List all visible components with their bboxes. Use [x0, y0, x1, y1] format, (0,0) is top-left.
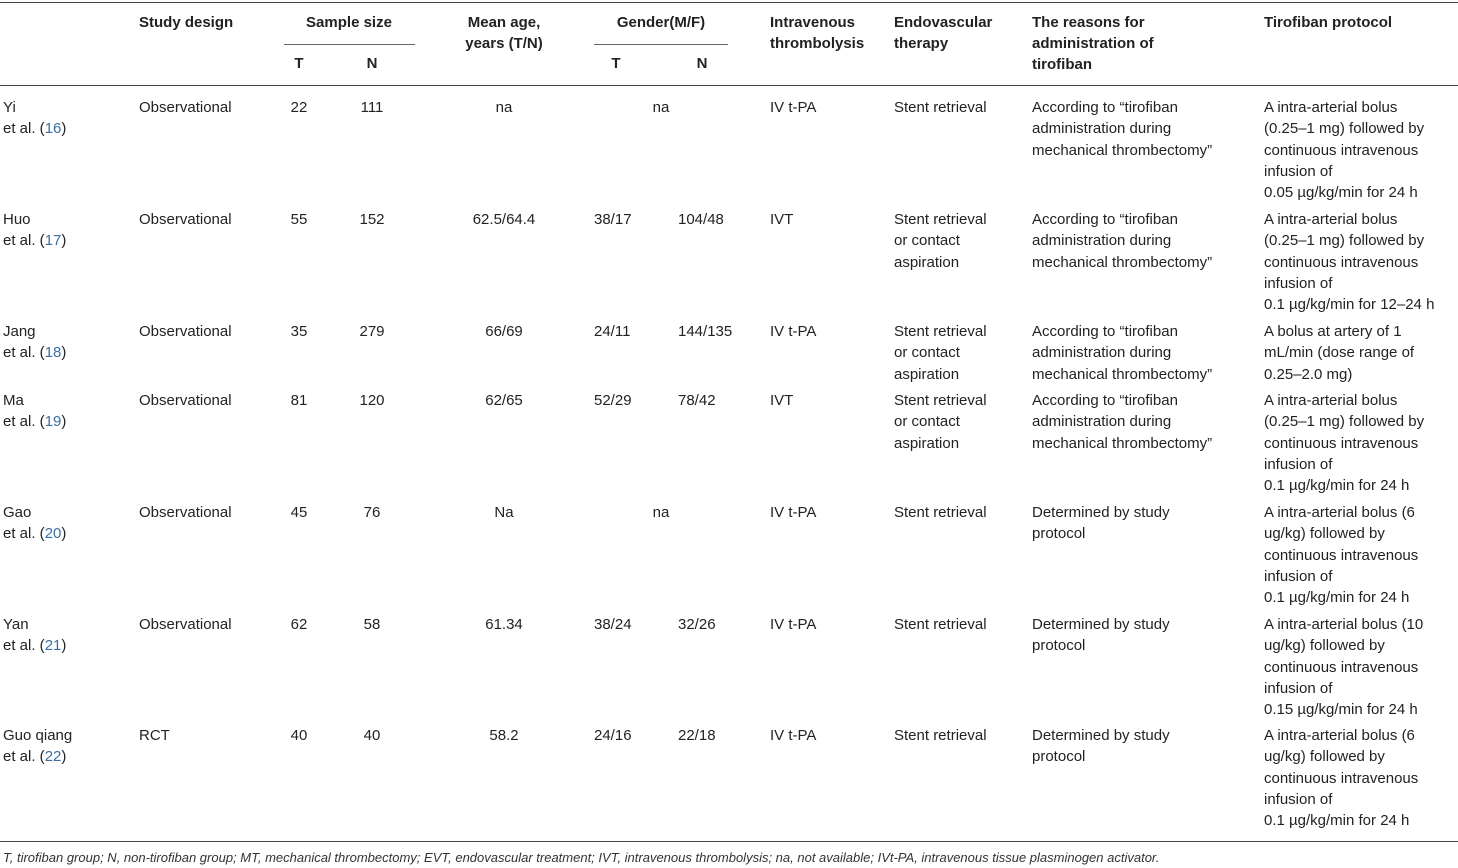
study-close-paren: ) [61, 120, 67, 137]
row-protocol-line: ug/kg) followed by [1264, 637, 1385, 654]
study-etal-text: et al. ( [3, 232, 45, 249]
row-study-design: Observational [139, 323, 232, 340]
row-protocol-line: A intra-arterial bolus [1264, 99, 1398, 116]
row-study-design: Observational [139, 99, 232, 116]
row-protocol-line: (0.25–1 mg) followed by [1264, 120, 1425, 137]
row-reasons-line: Determined by study [1032, 727, 1170, 744]
table-footnote: T, tirofiban group; N, non-tirofiban group; MT, mechanical thrombectomy; EVT, endovascular treatment; IVT, intravenous thrombolysis; na, not available; IVt-PA, intravenous tissue plasminogen activator. [3, 850, 1160, 865]
row-protocol-line: mL/min (dose range of [1264, 344, 1415, 361]
row-study-line2 [3, 230, 66, 251]
row-mean-age: na [495, 99, 513, 116]
row-mean-age: 66/69 [485, 323, 523, 340]
header-gender-n: N [696, 55, 708, 72]
row-mean-age: Na [494, 504, 514, 521]
row-gender-t: 24/16 [594, 727, 632, 744]
row-protocol-line: continuous intravenous [1264, 142, 1419, 159]
row-reasons-line: Determined by study [1032, 504, 1170, 521]
row-protocol-line: 0.1 µg/kg/min for 24 h [1264, 812, 1410, 829]
row-study-line2 [3, 635, 66, 656]
row-protocol-line: (0.25–1 mg) followed by [1264, 232, 1425, 249]
row-protocol-line: infusion of [1264, 791, 1333, 808]
row-reasons-line: Determined by study [1032, 616, 1170, 633]
row-protocol-line: continuous intravenous [1264, 254, 1419, 271]
header-ivt-line2: thrombolysis [770, 35, 865, 52]
row-sample-t: 81 [290, 392, 308, 409]
header-tirofiban-protocol: Tirofiban protocol [1264, 14, 1393, 31]
row-sample-n: 111 [360, 99, 384, 116]
row-study-line1: Huo [3, 211, 31, 228]
row-protocol-line: 0.15 µg/kg/min for 24 h [1264, 701, 1418, 718]
row-evt-line: or contact [894, 232, 960, 249]
row-protocol-line: ug/kg) followed by [1264, 525, 1385, 542]
study-close-paren: ) [61, 525, 67, 542]
row-reasons-line: protocol [1032, 637, 1086, 654]
reference-link[interactable]: 19 [44, 413, 62, 430]
row-study-line1: Ma [3, 392, 24, 409]
row-gender-n: 32/26 [678, 616, 716, 633]
row-evt-line: Stent retrieval [894, 504, 987, 521]
row-reasons-line: protocol [1032, 525, 1086, 542]
row-ivt: IV t-PA [770, 99, 817, 116]
row-sample-t: 62 [290, 616, 308, 633]
row-protocol-line: continuous intravenous [1264, 770, 1419, 787]
row-sample-n: 58 [363, 616, 381, 633]
row-reasons-line: protocol [1032, 748, 1086, 765]
header-evt-line2: therapy [894, 35, 949, 52]
row-sample-t: 22 [290, 99, 308, 116]
reference-link[interactable]: 21 [44, 637, 62, 654]
row-protocol-line: A intra-arterial bolus (6 [1264, 727, 1415, 744]
header-sample-size: Sample size [306, 14, 392, 31]
row-reasons-line: administration during [1032, 413, 1172, 430]
row-reasons-line: administration during [1032, 120, 1172, 137]
row-evt-line: aspiration [894, 435, 960, 452]
row-protocol-line: 0.1 µg/kg/min for 12–24 h [1264, 296, 1435, 313]
row-gender-merged: na [652, 99, 670, 116]
row-sample-t: 45 [290, 504, 308, 521]
row-reasons-line: mechanical thrombectomy” [1032, 366, 1213, 383]
row-study-line2 [3, 342, 66, 363]
gender-subrule [594, 44, 728, 45]
row-study-line1: Guo qiang [3, 727, 73, 744]
header-sample-t: T [294, 55, 304, 72]
row-protocol-line: A intra-arterial bolus (6 [1264, 504, 1415, 521]
row-reasons-line: According to “tirofiban [1032, 323, 1178, 340]
header-bottom-rule [0, 85, 1458, 86]
row-protocol-line: infusion of [1264, 163, 1333, 180]
header-reasons-line1: The reasons for [1032, 14, 1145, 31]
row-sample-n: 120 [359, 392, 385, 409]
row-protocol-line: (0.25–1 mg) followed by [1264, 413, 1425, 430]
row-protocol-line: A bolus at artery of 1 [1264, 323, 1402, 340]
table-top-rule [0, 2, 1458, 3]
row-study-line1: Yi [3, 99, 16, 116]
row-study-design: RCT [139, 727, 170, 744]
row-gender-t: 38/24 [594, 616, 632, 633]
row-reasons-line: administration during [1032, 344, 1172, 361]
row-protocol-line: 0.05 µg/kg/min for 24 h [1264, 184, 1418, 201]
row-protocol-line: continuous intravenous [1264, 547, 1419, 564]
reference-link[interactable]: 22 [44, 748, 62, 765]
row-protocol-line: infusion of [1264, 680, 1333, 697]
row-sample-n: 40 [363, 727, 381, 744]
row-reasons-line: According to “tirofiban [1032, 99, 1178, 116]
row-study-design: Observational [139, 392, 232, 409]
row-mean-age: 58.2 [489, 727, 519, 744]
row-sample-t: 35 [290, 323, 308, 340]
row-mean-age: 62/65 [485, 392, 523, 409]
row-evt-line: Stent retrieval [894, 323, 987, 340]
row-ivt: IV t-PA [770, 504, 817, 521]
row-sample-t: 55 [290, 211, 308, 228]
table-bottom-rule [0, 841, 1458, 842]
row-evt-line: Stent retrieval [894, 392, 987, 409]
header-mean-age-line2: years (T/N) [465, 35, 543, 52]
row-gender-merged: na [652, 504, 670, 521]
header-study-design: Study design [139, 14, 234, 31]
row-evt-line: or contact [894, 344, 960, 361]
row-gender-t: 38/17 [594, 211, 632, 228]
study-etal-text: et al. ( [3, 748, 45, 765]
reference-link[interactable]: 18 [44, 344, 62, 361]
row-protocol-line: continuous intravenous [1264, 659, 1419, 676]
row-protocol-line: infusion of [1264, 568, 1333, 585]
row-evt-line: Stent retrieval [894, 616, 987, 633]
row-ivt: IV t-PA [770, 616, 817, 633]
row-sample-n: 152 [359, 211, 385, 228]
row-evt-line: aspiration [894, 366, 960, 383]
row-protocol-line: infusion of [1264, 456, 1333, 473]
row-reasons-line: mechanical thrombectomy” [1032, 142, 1213, 159]
header-mean-age-line1: Mean age, [467, 14, 541, 31]
row-evt-line: or contact [894, 413, 960, 430]
row-gender-t: 52/29 [594, 392, 632, 409]
header-reasons-line3: tirofiban [1032, 56, 1092, 73]
row-protocol-line: 0.1 µg/kg/min for 24 h [1264, 589, 1410, 606]
study-close-paren: ) [61, 748, 67, 765]
row-protocol-line: infusion of [1264, 275, 1333, 292]
row-study-line1: Jang [3, 323, 36, 340]
header-evt-line1: Endovascular [894, 14, 993, 31]
study-etal-text: et al. ( [3, 413, 45, 430]
row-gender-n: 78/42 [678, 392, 716, 409]
study-etal-text: et al. ( [3, 120, 45, 137]
row-evt-line: Stent retrieval [894, 727, 987, 744]
row-study-design: Observational [139, 616, 232, 633]
row-mean-age: 61.34 [485, 616, 523, 633]
row-sample-n: 76 [363, 504, 381, 521]
row-study-line2 [3, 746, 66, 767]
row-reasons-line: mechanical thrombectomy” [1032, 435, 1213, 452]
row-reasons-line: administration during [1032, 232, 1172, 249]
study-close-paren: ) [61, 232, 67, 249]
row-mean-age: 62.5/64.4 [472, 211, 536, 228]
row-protocol-line: ug/kg) followed by [1264, 748, 1385, 765]
study-close-paren: ) [61, 344, 67, 361]
study-close-paren: ) [61, 413, 67, 430]
row-gender-t: 24/11 [594, 323, 631, 340]
row-protocol-line: 0.1 µg/kg/min for 24 h [1264, 477, 1410, 494]
row-protocol-line: 0.25–2.0 mg) [1264, 366, 1353, 383]
header-gender-t: T [611, 55, 621, 72]
header-sample-n: N [366, 55, 378, 72]
row-ivt: IV t-PA [770, 323, 817, 340]
row-study-line2 [3, 411, 66, 432]
row-protocol-line: A intra-arterial bolus (10 [1264, 616, 1424, 633]
row-evt-line: aspiration [894, 254, 960, 271]
row-reasons-line: According to “tirofiban [1032, 392, 1178, 409]
row-reasons-line: mechanical thrombectomy” [1032, 254, 1213, 271]
row-gender-n: 144/135 [678, 323, 733, 340]
row-study-design: Observational [139, 504, 232, 521]
row-study-design: Observational [139, 211, 232, 228]
study-etal-text: et al. ( [3, 525, 45, 542]
row-evt-line: Stent retrieval [894, 211, 987, 228]
row-study-line2 [3, 118, 66, 139]
row-sample-t: 40 [290, 727, 308, 744]
row-sample-n: 279 [359, 323, 385, 340]
row-gender-n: 104/48 [678, 211, 724, 228]
row-ivt: IVT [770, 392, 794, 409]
header-reasons-line2: administration of [1032, 35, 1154, 52]
reference-link[interactable]: 20 [44, 525, 62, 542]
row-protocol-line: continuous intravenous [1264, 435, 1419, 452]
study-etal-text: et al. ( [3, 344, 45, 361]
sample-size-subrule [284, 44, 415, 45]
row-gender-n: 22/18 [678, 727, 716, 744]
study-close-paren: ) [61, 637, 67, 654]
row-evt-line: Stent retrieval [894, 99, 987, 116]
row-study-line1: Gao [3, 504, 32, 521]
row-ivt: IV t-PA [770, 727, 817, 744]
row-ivt: IVT [770, 211, 794, 228]
row-protocol-line: A intra-arterial bolus [1264, 211, 1398, 228]
row-reasons-line: According to “tirofiban [1032, 211, 1178, 228]
row-study-line1: Yan [3, 616, 29, 633]
row-protocol-line: A intra-arterial bolus [1264, 392, 1398, 409]
header-gender: Gender(M/F) [616, 14, 706, 31]
reference-link[interactable]: 17 [44, 232, 62, 249]
row-study-line2 [3, 523, 66, 544]
study-etal-text: et al. ( [3, 637, 45, 654]
reference-link[interactable]: 16 [44, 120, 62, 137]
header-ivt-line1: Intravenous [770, 14, 856, 31]
